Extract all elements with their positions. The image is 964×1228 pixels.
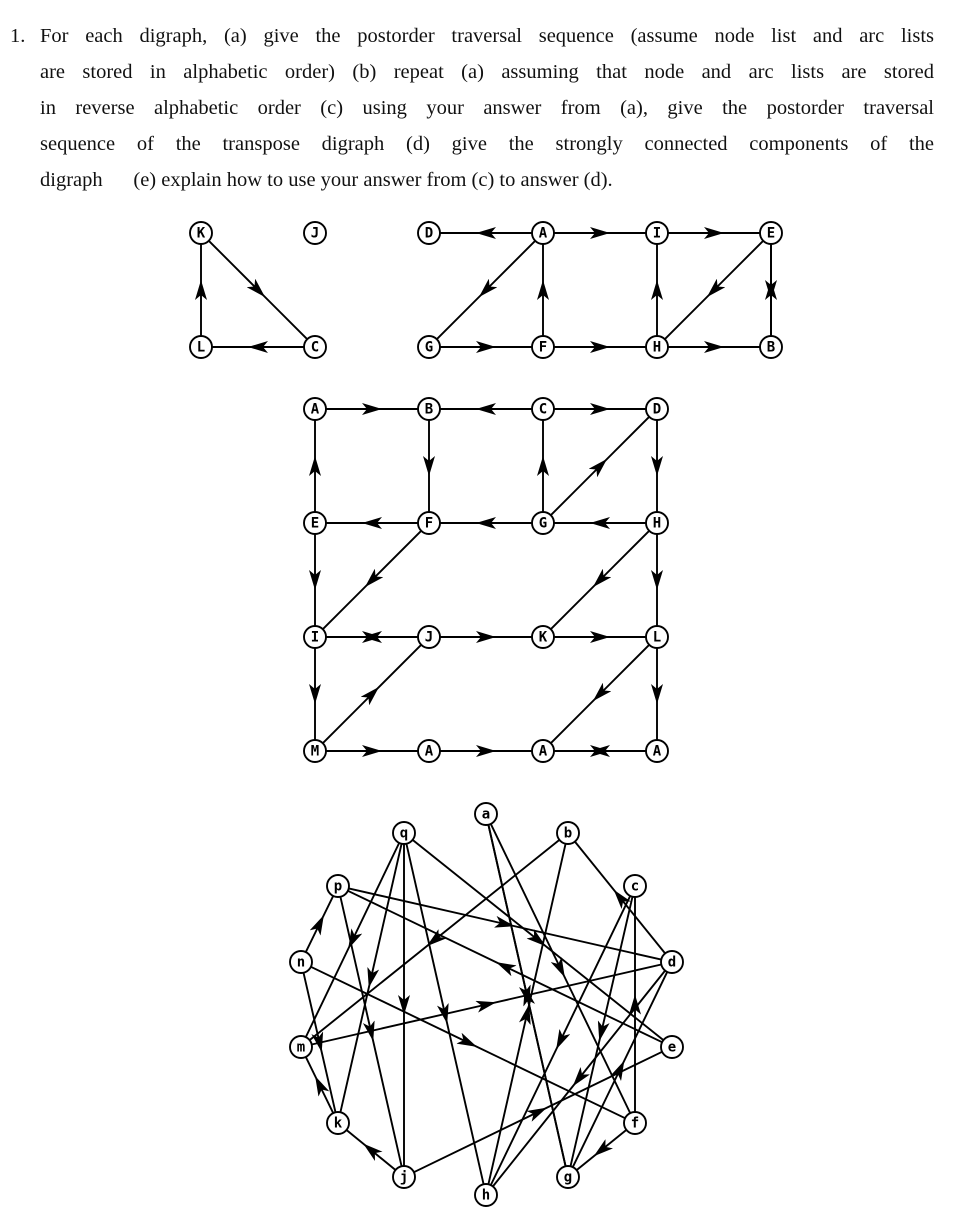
node-graph2-G2 bbox=[418, 336, 440, 358]
node-label: K bbox=[538, 629, 548, 646]
node-label: d bbox=[667, 954, 677, 971]
arcs-layer bbox=[201, 233, 771, 1186]
node-label: F bbox=[538, 339, 548, 356]
node-graph4-e bbox=[661, 1036, 683, 1058]
node-graph2-B2 bbox=[760, 336, 782, 358]
arc-graph4-g-to-a bbox=[488, 825, 565, 1167]
node-label: B bbox=[424, 401, 434, 418]
node-graph3-D3 bbox=[646, 398, 668, 420]
arc-graph3-L3-to-O3 bbox=[551, 645, 649, 743]
node-graph4-f bbox=[624, 1112, 646, 1134]
arc-graph4-b-to-m bbox=[310, 840, 560, 1040]
arc-graph4-j-to-k bbox=[347, 1130, 396, 1170]
node-label: b bbox=[563, 825, 573, 842]
node-graph4-d bbox=[661, 951, 683, 973]
node-graph3-L3 bbox=[646, 626, 668, 648]
node-label: A bbox=[538, 225, 548, 242]
node-label: K bbox=[196, 225, 206, 242]
arc-graph2-A2-to-G2 bbox=[437, 241, 535, 339]
node-graph3-H3 bbox=[646, 512, 668, 534]
arc-graph3-H3-to-K3 bbox=[551, 531, 649, 629]
node-graph3-M3 bbox=[304, 740, 326, 762]
node-label: h bbox=[481, 1187, 491, 1204]
node-label: E bbox=[766, 225, 776, 242]
node-label: A bbox=[310, 401, 320, 418]
node-graph2-D2 bbox=[418, 222, 440, 244]
node-label: D bbox=[424, 225, 434, 242]
node-label: I bbox=[310, 629, 320, 646]
arc-graph4-q-to-m bbox=[306, 843, 399, 1037]
node-graph4-j bbox=[393, 1166, 415, 1188]
arc-graph1-K1-to-C1 bbox=[209, 241, 307, 339]
node-label: n bbox=[296, 954, 306, 971]
node-graph4-k bbox=[327, 1112, 349, 1134]
arc-graph3-F3-to-I3 bbox=[323, 531, 421, 629]
problem-line-2: are stored in alphabetic order) (b) repeat (a) assuming that node and arc lists are stored bbox=[40, 61, 934, 83]
node-graph2-A2 bbox=[532, 222, 554, 244]
arc-graph4-h-to-b bbox=[488, 844, 565, 1185]
node-graph3-B3 bbox=[418, 398, 440, 420]
arc-graph4-c-to-g bbox=[571, 897, 633, 1167]
node-graph3-I3 bbox=[304, 626, 326, 648]
node-label: a bbox=[481, 806, 491, 823]
node-graph4-h bbox=[475, 1184, 497, 1206]
node-label: F bbox=[424, 515, 434, 532]
node-label: q bbox=[399, 825, 409, 842]
node-graph4-b bbox=[557, 822, 579, 844]
problem-line-1: For each digraph, (a) give the postorder traversal sequence (assume node list and arc lists bbox=[40, 25, 934, 47]
problem-line-4: sequence of the transpose digraph (d) give the strongly connected components of the bbox=[40, 133, 934, 155]
node-label: A bbox=[652, 743, 662, 760]
node-label: C bbox=[310, 339, 320, 356]
arc-graph4-n-to-f bbox=[311, 967, 625, 1118]
node-label: m bbox=[296, 1039, 306, 1056]
node-graph3-J3 bbox=[418, 626, 440, 648]
node-label: G bbox=[538, 515, 548, 532]
node-graph3-N3 bbox=[418, 740, 440, 762]
node-label: I bbox=[652, 225, 662, 242]
node-label: L bbox=[652, 629, 662, 646]
arc-graph3-M3-to-J3 bbox=[323, 645, 421, 743]
arc-graph4-d-to-b bbox=[575, 842, 665, 954]
node-label: k bbox=[333, 1115, 343, 1132]
node-graph3-O3 bbox=[532, 740, 554, 762]
node-label: g bbox=[563, 1169, 573, 1186]
node-label: G bbox=[424, 339, 434, 356]
arc-graph2-E2-to-H2 bbox=[665, 241, 763, 339]
node-graph4-q bbox=[393, 822, 415, 844]
node-graph3-A3 bbox=[304, 398, 326, 420]
node-graph2-H2 bbox=[646, 336, 668, 358]
node-label: M bbox=[310, 743, 320, 760]
node-label: e bbox=[667, 1039, 677, 1056]
node-label: J bbox=[424, 629, 434, 646]
arc-graph4-f-to-g bbox=[577, 1130, 627, 1170]
node-label: H bbox=[652, 515, 662, 532]
node-graph4-p bbox=[327, 875, 349, 897]
node-graph3-C3 bbox=[532, 398, 554, 420]
problem-line-3: in reverse alphabetic order (c) using your answer from (a), give the postorder traversal bbox=[40, 97, 934, 119]
node-label: H bbox=[652, 339, 662, 356]
node-label: B bbox=[766, 339, 776, 356]
node-graph1-L1 bbox=[190, 336, 212, 358]
arc-graph4-n-to-p bbox=[306, 896, 333, 952]
node-label: A bbox=[538, 743, 548, 760]
arc-graph4-j-to-e bbox=[414, 1052, 662, 1172]
problem-line-5: digraph (e) explain how to use your answer from (c) to answer (d). bbox=[40, 169, 613, 191]
node-graph1-K1 bbox=[190, 222, 212, 244]
node-graph3-P3 bbox=[646, 740, 668, 762]
node-graph3-E3 bbox=[304, 512, 326, 534]
node-label: D bbox=[652, 401, 662, 418]
node-label: j bbox=[399, 1169, 409, 1186]
node-graph4-n bbox=[290, 951, 312, 973]
node-graph4-g bbox=[557, 1166, 579, 1188]
node-graph4-m bbox=[290, 1036, 312, 1058]
node-graph2-I2 bbox=[646, 222, 668, 244]
node-label: C bbox=[538, 401, 548, 418]
node-graph1-C1 bbox=[304, 336, 326, 358]
node-label: E bbox=[310, 515, 320, 532]
node-label: c bbox=[630, 878, 640, 895]
node-graph2-F2 bbox=[532, 336, 554, 358]
node-graph3-K3 bbox=[532, 626, 554, 648]
node-graph3-G3 bbox=[532, 512, 554, 534]
nodes-layer bbox=[190, 222, 782, 1206]
node-label: L bbox=[196, 339, 206, 356]
node-graph4-c bbox=[624, 875, 646, 897]
node-graph2-E2 bbox=[760, 222, 782, 244]
node-graph3-F3 bbox=[418, 512, 440, 534]
problem-number: 1. bbox=[10, 25, 26, 47]
node-label: p bbox=[333, 878, 343, 895]
arc-graph3-G3-to-D3 bbox=[551, 417, 649, 515]
node-graph1-J1 bbox=[304, 222, 326, 244]
node-label: A bbox=[424, 743, 434, 760]
node-graph4-a bbox=[475, 803, 497, 825]
node-label: f bbox=[630, 1115, 640, 1132]
node-label: J bbox=[310, 225, 320, 242]
